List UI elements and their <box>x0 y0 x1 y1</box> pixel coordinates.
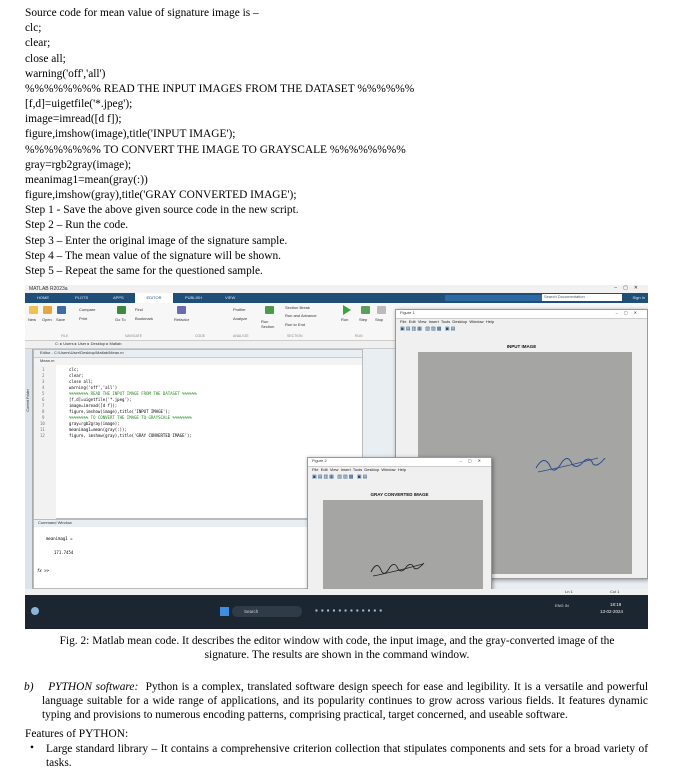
current-folder-label: Current Folder <box>26 389 30 412</box>
editor-comment-line[interactable]: %%%%%%%% READ THE INPUT IMAGE FROM THE DATASET %%%%%% <box>69 391 197 396</box>
menu-edit[interactable]: Edit <box>408 319 416 324</box>
figure-2-window[interactable] <box>307 457 492 598</box>
menu-view[interactable]: View <box>329 467 339 472</box>
line-number: 4 <box>42 385 45 390</box>
command-prompt[interactable]: fx >> <box>37 568 50 573</box>
quick-access-toolbar[interactable] <box>445 295 545 301</box>
new-button[interactable]: New <box>28 317 37 322</box>
tab-home[interactable]: HOME <box>37 295 49 300</box>
step-icon[interactable] <box>361 306 370 314</box>
profiler-button[interactable]: Profiler <box>233 307 246 312</box>
figure-2-caption: GRAY CONVERTED IMAGE <box>370 492 429 497</box>
line-number: 5 <box>42 391 45 396</box>
run-to-end-button[interactable]: Run to End <box>285 322 306 327</box>
analyze-button[interactable]: Analyze <box>233 316 248 321</box>
editor-line[interactable]: [f,d]=uigetfile('*.jpeg'); <box>69 397 132 402</box>
taskbar-search-label[interactable]: Search <box>244 609 259 614</box>
go-to-icon[interactable] <box>117 306 126 314</box>
code-line: image=imread([d f]); <box>25 113 122 125</box>
menu-insert[interactable]: Insert <box>340 467 351 472</box>
status-ln: Ln 1 <box>565 589 573 594</box>
features-title: Features of PYTHON: <box>25 728 129 740</box>
code-line: clc; <box>25 22 42 34</box>
menu-tools[interactable]: Tools <box>352 467 363 472</box>
menu-help[interactable]: Help <box>485 319 495 324</box>
step-4: Step 4 – The mean value of the signature will be shown. <box>25 250 282 262</box>
editor-title: Editor - C:\Users\User\Desktop\Matlab\Mean.m <box>34 350 362 358</box>
windows-start-icon[interactable] <box>220 607 229 616</box>
editor-line[interactable]: image=imread([d f]); <box>69 403 118 408</box>
step-3: Step 3 – Enter the original image of the signature sample. <box>25 235 288 247</box>
editor-line[interactable]: close all; <box>69 379 94 384</box>
print-button[interactable]: Print <box>79 316 88 321</box>
code-line: [f,d]=uigetfile('*.jpeg'); <box>25 98 133 110</box>
current-folder-panel[interactable] <box>25 349 33 589</box>
go-to-button[interactable]: Go To <box>115 317 126 322</box>
status-col: Col 1 <box>610 589 620 594</box>
section-b-body: Python is a complex, translated software design speech for ease and legibility. It is a versatile and powerful language suitable for a wide range of applications, and its popularity continues to grow across various fields. It features dynamic typing and provisions to numerous encoding patterns, comprising practical, target concerned, and useable software. <box>42 681 648 721</box>
menu-desktop[interactable]: Desktop <box>452 319 468 324</box>
section-break-button[interactable]: Section Break <box>285 305 310 310</box>
sign-in-link[interactable]: Sign In <box>632 295 645 300</box>
tab-plots[interactable]: PLOTS <box>75 295 89 300</box>
bullet-marker: • <box>30 742 34 754</box>
line-number-gutter <box>34 365 56 520</box>
code-comment: %%%%%%%% READ THE INPUT IMAGES FROM THE DATASET %%%%%% <box>25 83 415 95</box>
figure-1-window-controls[interactable]: –▢✕ <box>615 310 643 315</box>
section-section: SECTION <box>287 334 303 338</box>
line-number: 11 <box>40 427 45 432</box>
editor-file-tab[interactable] <box>34 358 362 365</box>
clock-time[interactable]: 18:19 <box>610 602 622 607</box>
line-number: 6 <box>42 397 45 402</box>
line-number: 2 <box>42 373 45 378</box>
section-file: FILE <box>61 334 69 338</box>
gray-converted-image <box>323 500 483 599</box>
windows-taskbar <box>25 595 648 629</box>
save-button[interactable]: Save <box>56 317 66 322</box>
command-output-var: meanimag1 = <box>46 536 73 541</box>
figure-2-title: Figure 2 <box>312 458 327 463</box>
clock-date[interactable]: 13-02-2024 <box>600 609 624 614</box>
code-line: figure,imshow(gray),title('GRAY CONVERTED IMAGE'); <box>25 189 297 201</box>
line-number: 12 <box>40 433 45 438</box>
menu-file[interactable]: File <box>400 319 407 324</box>
figure-1-titlebar[interactable] <box>396 310 647 319</box>
save-icon[interactable] <box>57 306 66 314</box>
figure-2-titlebar[interactable] <box>308 458 491 467</box>
refactor-button[interactable]: Refactor <box>174 317 190 322</box>
stop-icon[interactable] <box>377 306 386 314</box>
editor-line[interactable]: warning('off','all') <box>69 385 118 390</box>
new-icon[interactable] <box>29 306 38 314</box>
run-button[interactable]: Run <box>341 317 349 322</box>
weather-icon[interactable] <box>31 607 39 615</box>
code-intro: Source code for mean value of signature image is – <box>25 7 259 19</box>
editor-line[interactable]: figure,imshow(image),title('INPUT IMAGE'); <box>69 409 171 414</box>
line-number: 3 <box>42 379 45 384</box>
code-line: clear; <box>25 37 51 49</box>
app-title: MATLAB R2023a <box>29 286 68 292</box>
matlab-titlebar <box>25 285 648 293</box>
run-section-button[interactable]: Run Section <box>261 319 275 329</box>
section-b-heading: PYTHON software: <box>48 681 139 693</box>
find-button[interactable]: Find <box>135 307 143 312</box>
step-2: Step 2 – Run the code. <box>25 219 129 231</box>
command-window-title: Command Window <box>34 520 362 527</box>
section-b-paragraph <box>24 680 648 722</box>
editor-comment-line[interactable]: %%%%%%%% TO CONVERT THE IMAGE TO GRAYSCALE %%%%%%%% <box>69 415 192 420</box>
section-run: RUN <box>355 334 363 338</box>
command-output-value: 171.7454 <box>54 550 74 555</box>
refactor-icon[interactable] <box>177 306 186 314</box>
section-analyze: ANALYZE <box>233 334 249 338</box>
code-line: meanimag1=mean(gray(:)) <box>25 174 148 186</box>
matlab-screenshot <box>25 285 648 629</box>
editor-line[interactable]: clear; <box>69 373 84 378</box>
line-number: 7 <box>42 403 45 408</box>
editor-line[interactable]: meanimag1=mean(gray(:)); <box>69 427 127 432</box>
line-number: 10 <box>40 421 45 426</box>
menu-tools[interactable]: Tools <box>440 319 451 324</box>
figure-2-window-controls[interactable]: –▢✕ <box>459 458 487 463</box>
figure-1-menubar <box>396 319 647 326</box>
address-path[interactable]: C: ▸ Users ▸ User ▸ Desktop ▸ Matlab <box>55 341 122 346</box>
figure-2-menubar <box>308 467 491 474</box>
editor-line[interactable]: figure, imshow(gray),title('GRAY CONVERTED IMAGE'); <box>69 433 192 438</box>
menu-edit[interactable]: Edit <box>320 467 328 472</box>
bookmark-button[interactable]: Bookmark <box>135 316 154 321</box>
open-button[interactable]: Open <box>42 317 52 322</box>
run-section-icon[interactable] <box>265 306 274 314</box>
step-5: Step 5 – Repeat the same for the questioned sample. <box>25 265 263 277</box>
ribbon-tabs <box>25 293 648 303</box>
menu-file[interactable]: File <box>312 467 319 472</box>
editor-line[interactable]: clc; <box>69 367 79 372</box>
language-indicator[interactable]: ENG IN <box>555 603 569 608</box>
tab-apps[interactable]: APPS <box>113 295 124 300</box>
menu-desktop[interactable]: Desktop <box>364 467 380 472</box>
window-controls[interactable]: –▢✕ <box>614 285 644 291</box>
stop-button[interactable]: Stop <box>375 317 384 322</box>
figure-1-caption: INPUT IMAGE <box>506 344 537 349</box>
open-icon[interactable] <box>43 306 52 314</box>
code-comment: %%%%%%%% TO CONVERT THE IMAGE TO GRAYSCALE %%%%%%%% <box>25 144 406 156</box>
search-documentation-input[interactable]: Search Documentation <box>542 294 622 301</box>
section-b-label: b) <box>24 681 34 693</box>
run-icon[interactable] <box>343 305 351 315</box>
feature-bullet: Large standard library – It contains a comprehensive criterion collection that stipulates components and sets for a broad variety of tasks. <box>46 743 648 769</box>
section-navigate: NAVIGATE <box>125 334 143 338</box>
tab-editor[interactable]: EDITOR <box>135 293 173 303</box>
code-line: warning('off','all') <box>25 68 106 80</box>
compare-button[interactable]: Compare <box>79 307 96 312</box>
tab-publish[interactable]: PUBLISH <box>185 295 203 300</box>
run-and-advance-button[interactable]: Run and Advance <box>285 313 317 318</box>
code-line: gray=rgb2gray(image); <box>25 159 132 171</box>
line-number: 8 <box>42 409 45 414</box>
code-line: close all; <box>25 53 66 65</box>
code-line: figure,imshow(image),title('INPUT IMAGE'); <box>25 128 236 140</box>
menu-window[interactable]: Window <box>469 319 484 324</box>
taskbar-app-icons[interactable]: ▪▪▪▪▪▪▪▪▪▪▪▪ <box>315 606 386 615</box>
figure-1-title: Figure 1 <box>400 310 415 315</box>
taskbar-search[interactable] <box>232 606 302 617</box>
editor-tab-label[interactable]: Mean.m <box>40 358 55 363</box>
tab-view[interactable]: VIEW <box>225 295 236 300</box>
signature-drawing <box>323 500 483 599</box>
menu-insert[interactable]: Insert <box>428 319 439 324</box>
editor-line[interactable]: gray=rgb2gray(image); <box>69 421 120 426</box>
line-number: 9 <box>42 415 45 420</box>
figure-2-toolbar-icons[interactable]: ▣▤▥▦ ▧▨▩ ▣▤ <box>312 474 369 480</box>
step-1: Step 1 - Save the above given source code in the new script. <box>25 204 299 216</box>
figure-1-toolbar-icons[interactable]: ▣▤▥▦ ▧▨▩ ▣▤ <box>400 326 457 332</box>
menu-window[interactable]: Window <box>381 467 396 472</box>
step-button[interactable]: Step <box>359 317 368 322</box>
figure-caption: Fig. 2: Matlab mean code. It describes the editor window with code, the input image, and the gray-converted image of the signature. The results are shown in the command window. <box>59 635 615 661</box>
menu-help[interactable]: Help <box>397 467 407 472</box>
menu-view[interactable]: View <box>417 319 427 324</box>
section-code: CODE <box>195 334 206 338</box>
line-number: 1 <box>42 367 45 372</box>
